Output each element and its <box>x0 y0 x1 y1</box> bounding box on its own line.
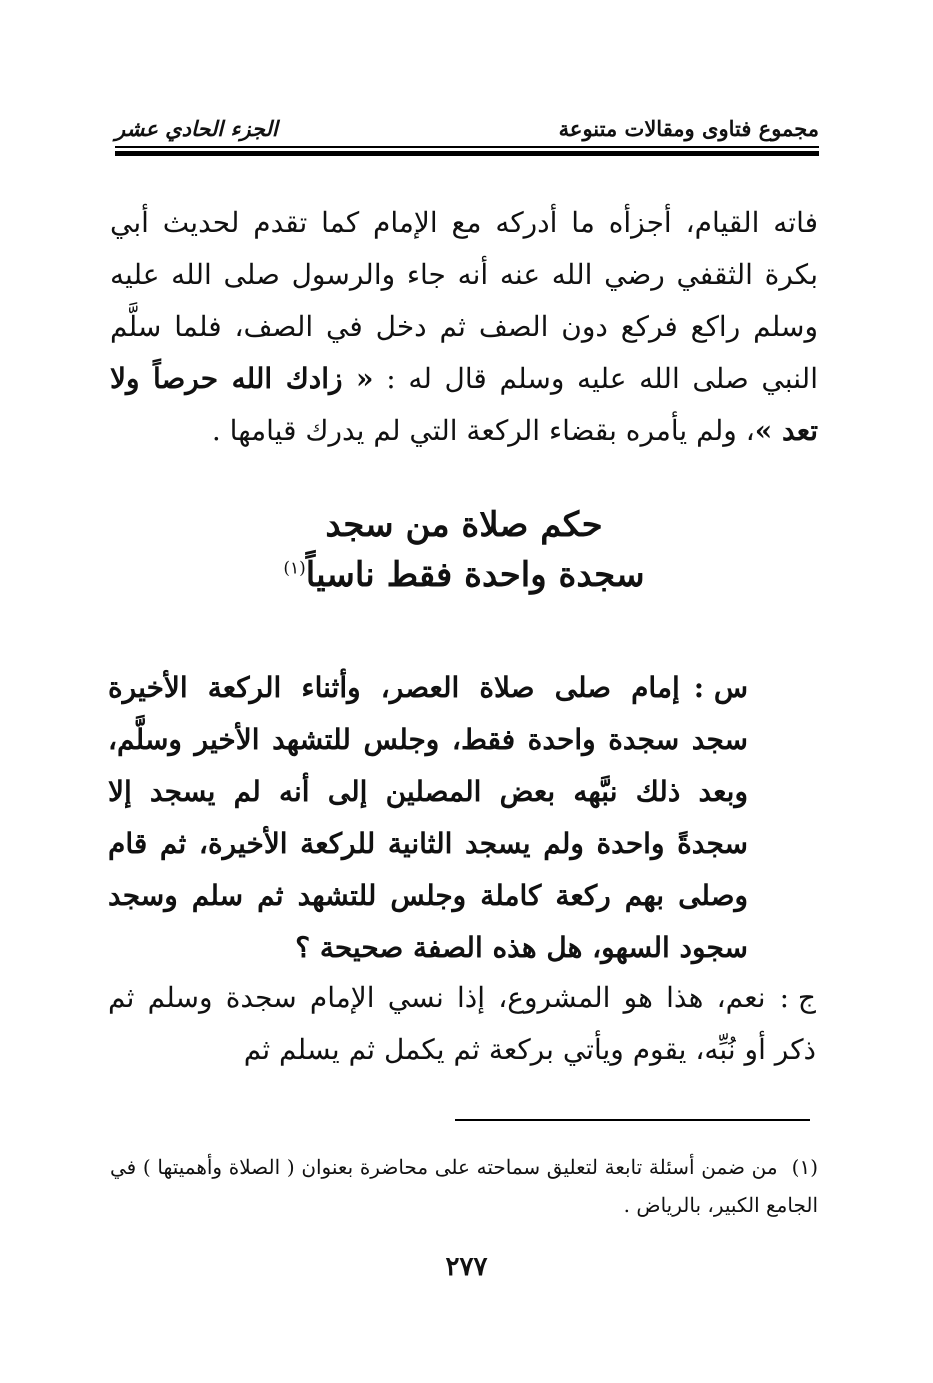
answer-paragraph <box>108 972 816 1076</box>
footnote-divider <box>455 1119 810 1121</box>
intro-text-start: فاته القيام، أجزأه ما أدركه مع الإمام كما تقدم لحديث أبي بكرة الثقفي رضي الله عنه أنه جاء والرسول صلى الله عليه وسلم راكع فركع دون الصف ثم دخل في الصف، فلما سلَّم النبي صلى الله عليه وسلم قال له : <box>110 206 818 395</box>
header-rule-thick <box>115 151 819 156</box>
intro-text-end: ، ولم يأمره بقضاء الركعة التي لم يدرك قيامها . <box>211 414 755 447</box>
question-label: س : <box>693 671 748 704</box>
question-paragraph <box>108 662 748 974</box>
section-title-line-1: حكم صلاة من سجد <box>325 505 603 545</box>
intro-paragraph <box>110 197 818 457</box>
footnote-number: (١) <box>791 1155 818 1179</box>
page-number: ٢٧٧ <box>445 1252 488 1282</box>
footnote-text: من ضمن أسئلة تابعة لتعليق سماحته على محاضرة بعنوان ( الصلاة وأهميتها ) في الجامع الكبير، بالرياض . <box>110 1155 818 1217</box>
answer-text: نعم، هذا هو المشروع، إذا نسي الإمام سجدة وسلم ثم ذكر أو نُبِّه، يقوم ويأتي بركعة ثم يكمل ثم يسلم ثم <box>108 981 816 1066</box>
volume-label: الجزء الحادي عشر <box>115 116 278 141</box>
section-title-line-2-text: سجدة واحدة فقط ناسياً <box>305 555 645 595</box>
footnote <box>110 1148 818 1224</box>
section-title-line-2 <box>110 555 818 595</box>
book-title: مجموع فتاوى ومقالات متنوعة <box>558 116 819 141</box>
footnote-reference: (١) <box>283 558 306 579</box>
answer-label: ج : <box>779 981 816 1014</box>
hadith-quote: « زادك الله حرصاً ولا تعد » <box>110 362 818 447</box>
header-rule-thin <box>115 146 819 148</box>
question-text: إمام صلى صلاة العصر، وأثناء الركعة الأخيرة سجد سجدة واحدة فقط، وجلس للتشهد الأخير وسلَّم، وبعد ذلك نبَّهه بعض المصلين إلى أنه لم يسجد إلا سجدةً واحدة ولم يسجد الثانية للركعة الأخيرة، ثم قام وصلى بهم ركعة كاملة وجلس للتشهد ثم سلم وسجد سجود السهو، هل هذه الصفة صحيحة ؟ <box>108 671 748 964</box>
